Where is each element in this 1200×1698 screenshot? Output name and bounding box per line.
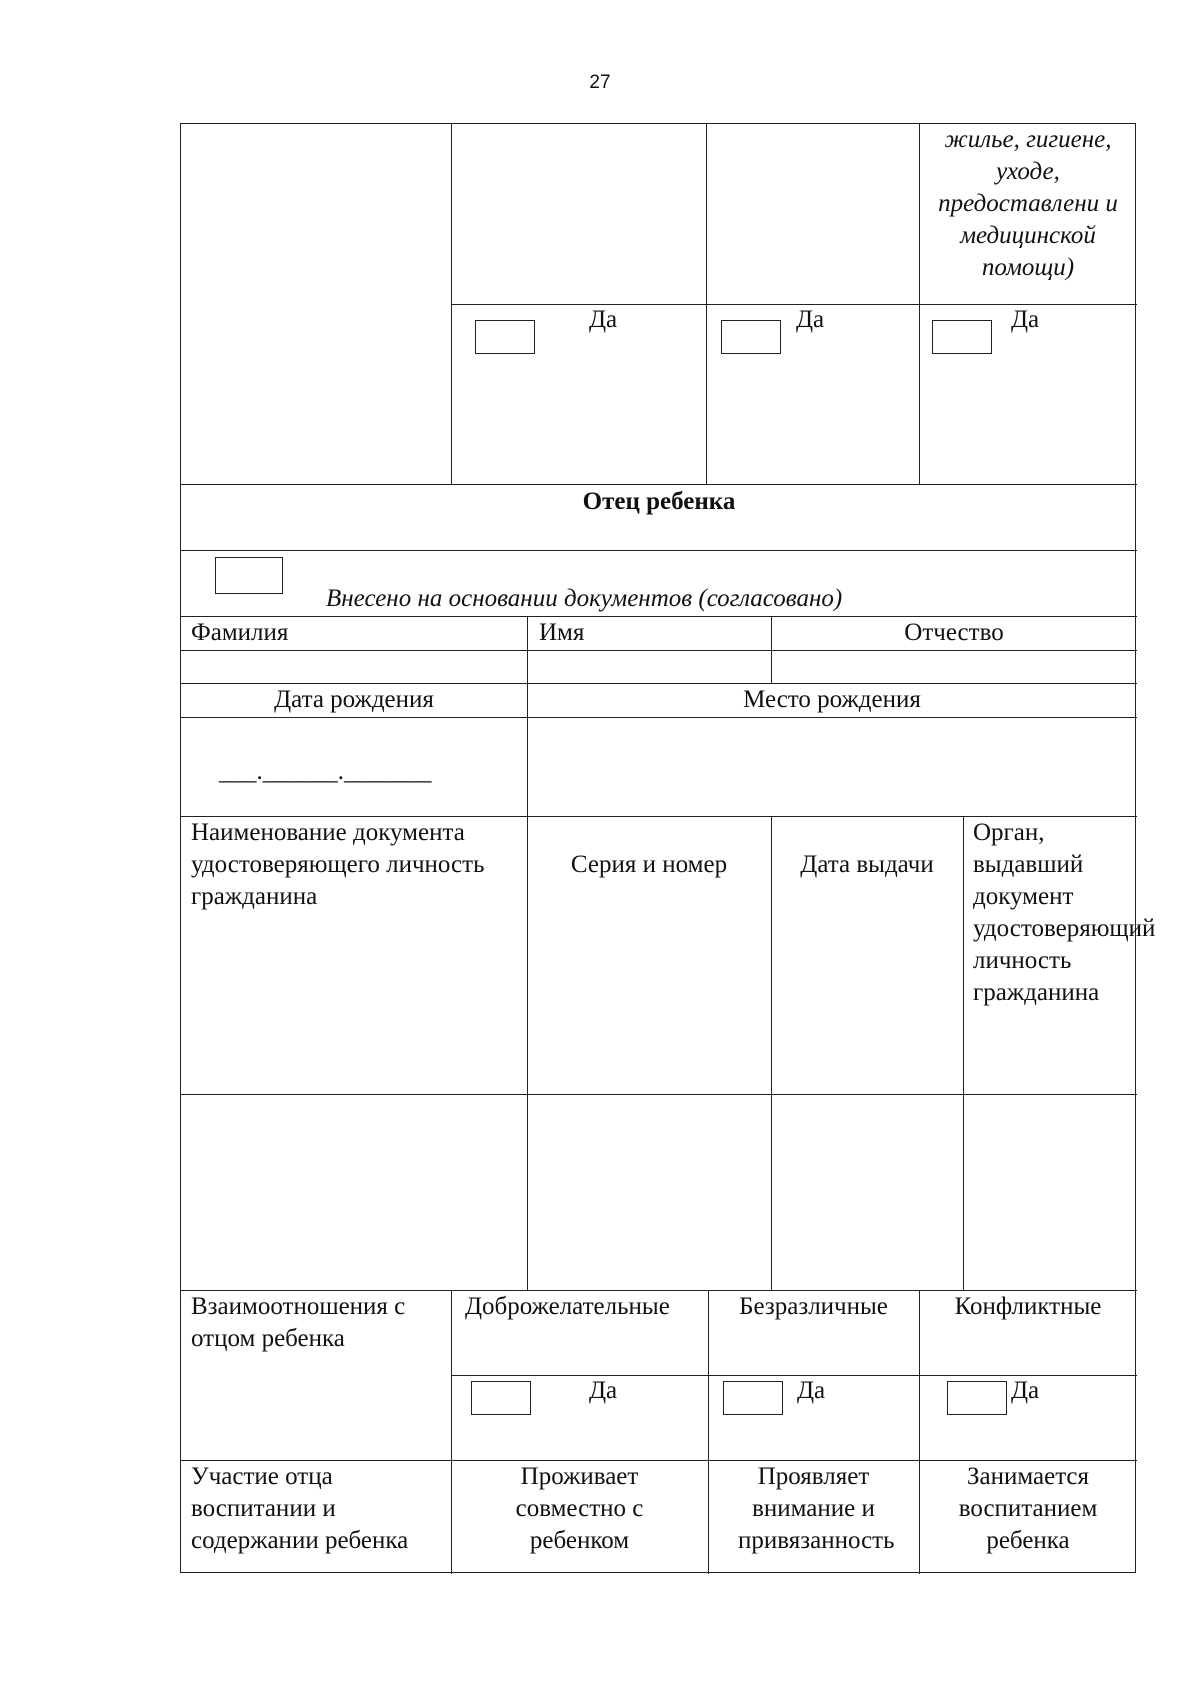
documented-checkbox[interactable] <box>215 557 283 594</box>
yes-label-2: Да <box>796 306 825 333</box>
id-authority-header: Орган, выдавший документ удостоверяющий личность гражданина <box>973 819 1156 1006</box>
page-number: 27 <box>589 72 611 93</box>
relations-label: Взаимоотношения с отцом ребенка <box>191 1293 406 1352</box>
divider <box>181 550 1137 551</box>
father-form-table <box>180 123 1156 1573</box>
id-issue-date-header: Дата выдачи <box>800 851 934 878</box>
care-note-text: жилье, гигиене, уходе, предоставлени и медицинской помощи) <box>938 126 1118 281</box>
relations-option-2: Безразличные <box>739 1293 888 1320</box>
divider <box>919 124 920 484</box>
relations-yes-checkbox-3[interactable] <box>947 1381 1007 1415</box>
birth-date-header: Дата рождения <box>274 686 434 713</box>
relations-option-3: Конфликтные <box>954 1293 1102 1320</box>
yes-checkbox-2[interactable] <box>721 320 781 354</box>
participation-label: Участие отца воспитании и содержании ребенка <box>191 1463 409 1554</box>
divider <box>181 717 1137 718</box>
participation-option-3: Занимается воспитанием ребенка <box>958 1463 1098 1554</box>
yes-checkbox-1[interactable] <box>475 320 535 354</box>
relations-yes-label-2: Да <box>797 1377 826 1404</box>
divider <box>181 484 1137 485</box>
relations-option-1: Доброжелательные <box>465 1293 670 1320</box>
yes-label-1: Да <box>589 306 618 333</box>
yes-label-3: Да <box>1011 306 1040 333</box>
divider <box>706 124 707 484</box>
participation-option-1: Проживает совместно с ребенком <box>515 1463 644 1554</box>
divider <box>181 650 1137 651</box>
divider <box>771 816 772 1290</box>
birth-date-field[interactable]: ___.______._______ <box>219 758 432 785</box>
section-title: Отец ребенка <box>582 488 736 515</box>
name-header: Имя <box>539 619 585 646</box>
relations-yes-label-1: Да <box>589 1377 618 1404</box>
id-series-header: Серия и номер <box>570 851 728 878</box>
documented-note: Внесено на основании документов (согласовано) <box>326 585 843 612</box>
relations-yes-checkbox-2[interactable] <box>723 1381 783 1415</box>
patronymic-header: Отчество <box>904 619 1004 646</box>
yes-checkbox-3[interactable] <box>932 320 992 354</box>
divider <box>451 124 452 484</box>
relations-yes-checkbox-1[interactable] <box>471 1381 531 1415</box>
relations-yes-label-3: Да <box>1011 1377 1040 1404</box>
id-doc-name-header: Наименование документа удостоверяющего личность гражданина <box>191 819 485 910</box>
surname-header: Фамилия <box>191 619 289 646</box>
divider <box>963 816 964 1290</box>
participation-option-2: Проявляет внимание и привязанность <box>738 1463 895 1554</box>
divider <box>527 816 528 1290</box>
divider <box>527 616 528 683</box>
divider <box>181 1094 1137 1095</box>
birth-place-header: Место рождения <box>743 686 921 713</box>
